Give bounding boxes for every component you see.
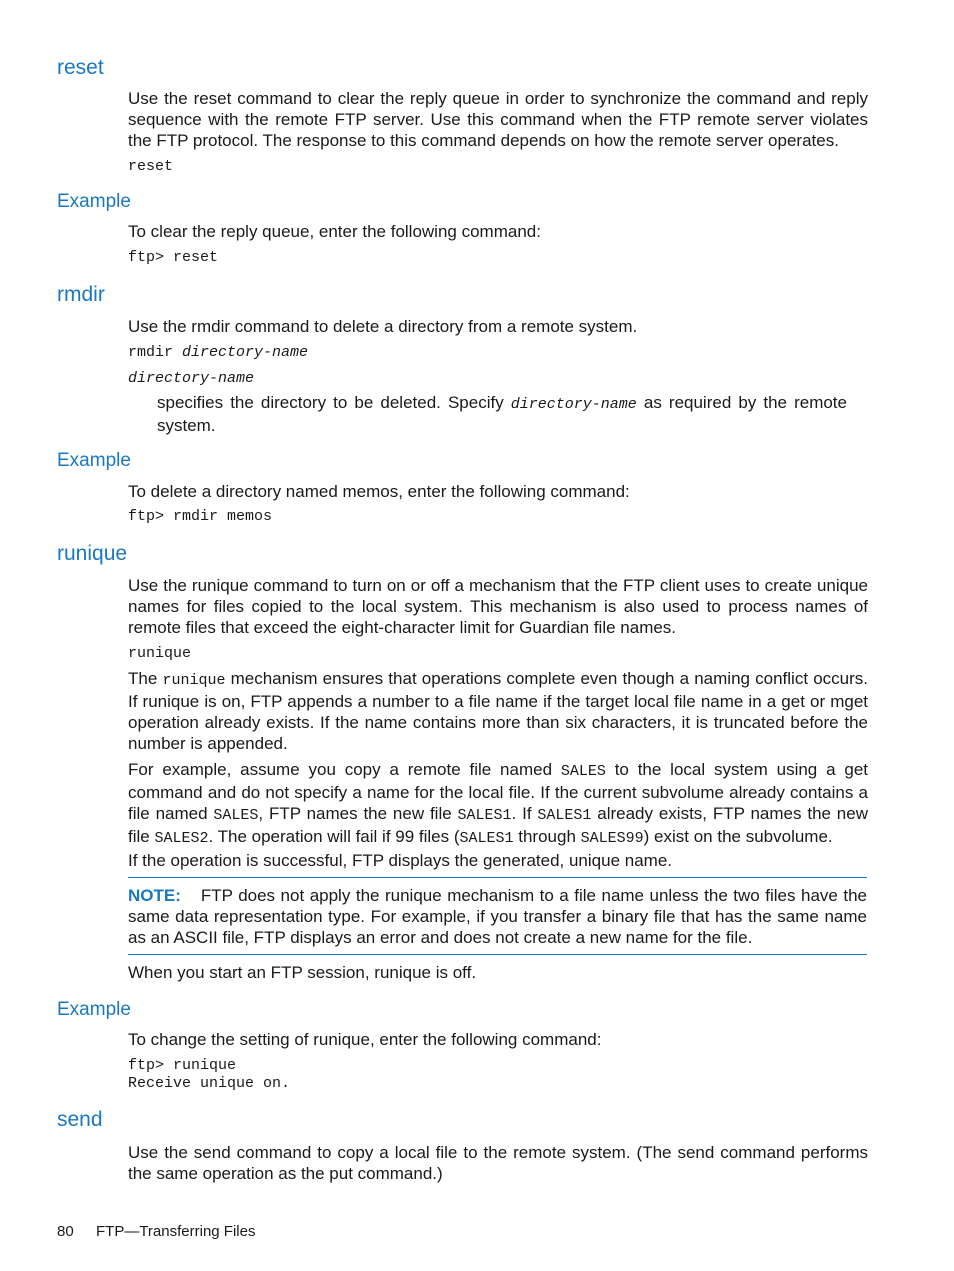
- section-heading-reset: reset: [57, 56, 104, 79]
- text: For example, assume you copy a remote file named: [128, 760, 561, 779]
- runique-example-code: ftp> runique Receive unique on.: [128, 1057, 291, 1092]
- runique-example-heading: Example: [57, 999, 131, 1020]
- runique-paragraph-3: If the operation is successful, FTP displays the generated, unique name.: [128, 851, 672, 870]
- rmdir-parameter-name: directory-name: [128, 370, 255, 387]
- text: . The operation will fail if 99 files (: [208, 827, 460, 846]
- code: SALES: [213, 807, 259, 824]
- runique-example-description: To change the setting of runique, enter the following command:: [128, 1030, 602, 1049]
- text: mechanism ensures that operations complete even though a naming conflict occurs. If runique is on, FTP appends a number to a file name if the target local file name in a get or mget operation already exists. If the name contains more than six characters, it is truncated before the number is appended.: [128, 669, 868, 753]
- text: , FTP names the new file: [258, 804, 458, 823]
- text: The: [128, 669, 163, 688]
- text: through: [513, 827, 581, 846]
- text: ) exist on the subvolume.: [643, 827, 833, 846]
- rmdir-syntax: [128, 344, 308, 362]
- text: already exists, FTP names the new file: [128, 804, 868, 846]
- code: SALES1: [537, 807, 592, 824]
- rmdir-parameter-description: [157, 392, 847, 436]
- rmdir-example-code: ftp> rmdir memos: [128, 508, 273, 525]
- rmdir-description: Use the rmdir command to delete a directory from a remote system.: [128, 317, 638, 336]
- note-text: FTP does not apply the runique mechanism to a file name unless the two files have the same data representation type. For example, if you transfer a binary file that has the same name as an ASCII file, FTP displays an error and does not create a new name for the file.: [128, 886, 867, 947]
- runique-description: Use the runique command to turn on or off a mechanism that the FTP client uses to create unique names for files copied to the local system. This mechanism is also used to process names of remote files that exceed the eight-character limit for Guardian file names.: [128, 576, 868, 637]
- rmdir-example-heading: Example: [57, 450, 131, 471]
- param-text: as required by the remote system.: [157, 393, 847, 435]
- text: . If: [511, 804, 538, 823]
- runique-paragraph-4: When you start an FTP session, runique is off.: [128, 963, 477, 982]
- section-heading-send: send: [57, 1108, 103, 1131]
- code: SALES99: [580, 830, 644, 847]
- code: runique: [162, 672, 226, 689]
- reset-example-description: To clear the reply queue, enter the following command:: [128, 222, 541, 241]
- page-number: 80: [57, 1223, 74, 1240]
- section-heading-runique: runique: [57, 542, 128, 565]
- reset-example-code: ftp> reset: [128, 249, 219, 266]
- code: SALES1: [459, 830, 514, 847]
- param-text: specifies the directory to be deleted. Specify: [157, 393, 511, 412]
- text: to the local system using a get command and do not specify a name for the local file. If the current subvolume already contains a file named: [128, 760, 869, 823]
- note-label: NOTE:: [128, 886, 181, 905]
- reset-description: Use the reset command to clear the reply queue in order to synchronize the command and reply sequence with the remote FTP server. Use this command when the FTP remote server violates the FTP protocol. The response to this command depends on how the remote server operates.: [128, 89, 868, 150]
- reset-syntax: reset: [128, 158, 174, 175]
- runique-paragraph-2: [128, 759, 868, 849]
- runique-paragraph-1: [128, 668, 868, 754]
- footer-section-title: FTP—Transferring Files: [96, 1223, 256, 1240]
- reset-example-heading: Example: [57, 191, 131, 212]
- code: SALES: [560, 763, 606, 780]
- rmdir-syntax-argument: directory-name: [182, 344, 309, 361]
- code: SALES1: [457, 807, 512, 824]
- rmdir-syntax-command: rmdir: [128, 344, 183, 361]
- rmdir-example-description: To delete a directory named memos, enter the following command:: [128, 482, 630, 501]
- param-code: directory-name: [510, 396, 637, 413]
- runique-syntax: runique: [128, 645, 192, 662]
- code: SALES2: [154, 830, 209, 847]
- send-description: Use the send command to copy a local file to the remote system. (The send command performs the same operation as the put command.): [128, 1143, 868, 1183]
- section-heading-rmdir: rmdir: [57, 283, 105, 306]
- runique-note: [128, 877, 867, 955]
